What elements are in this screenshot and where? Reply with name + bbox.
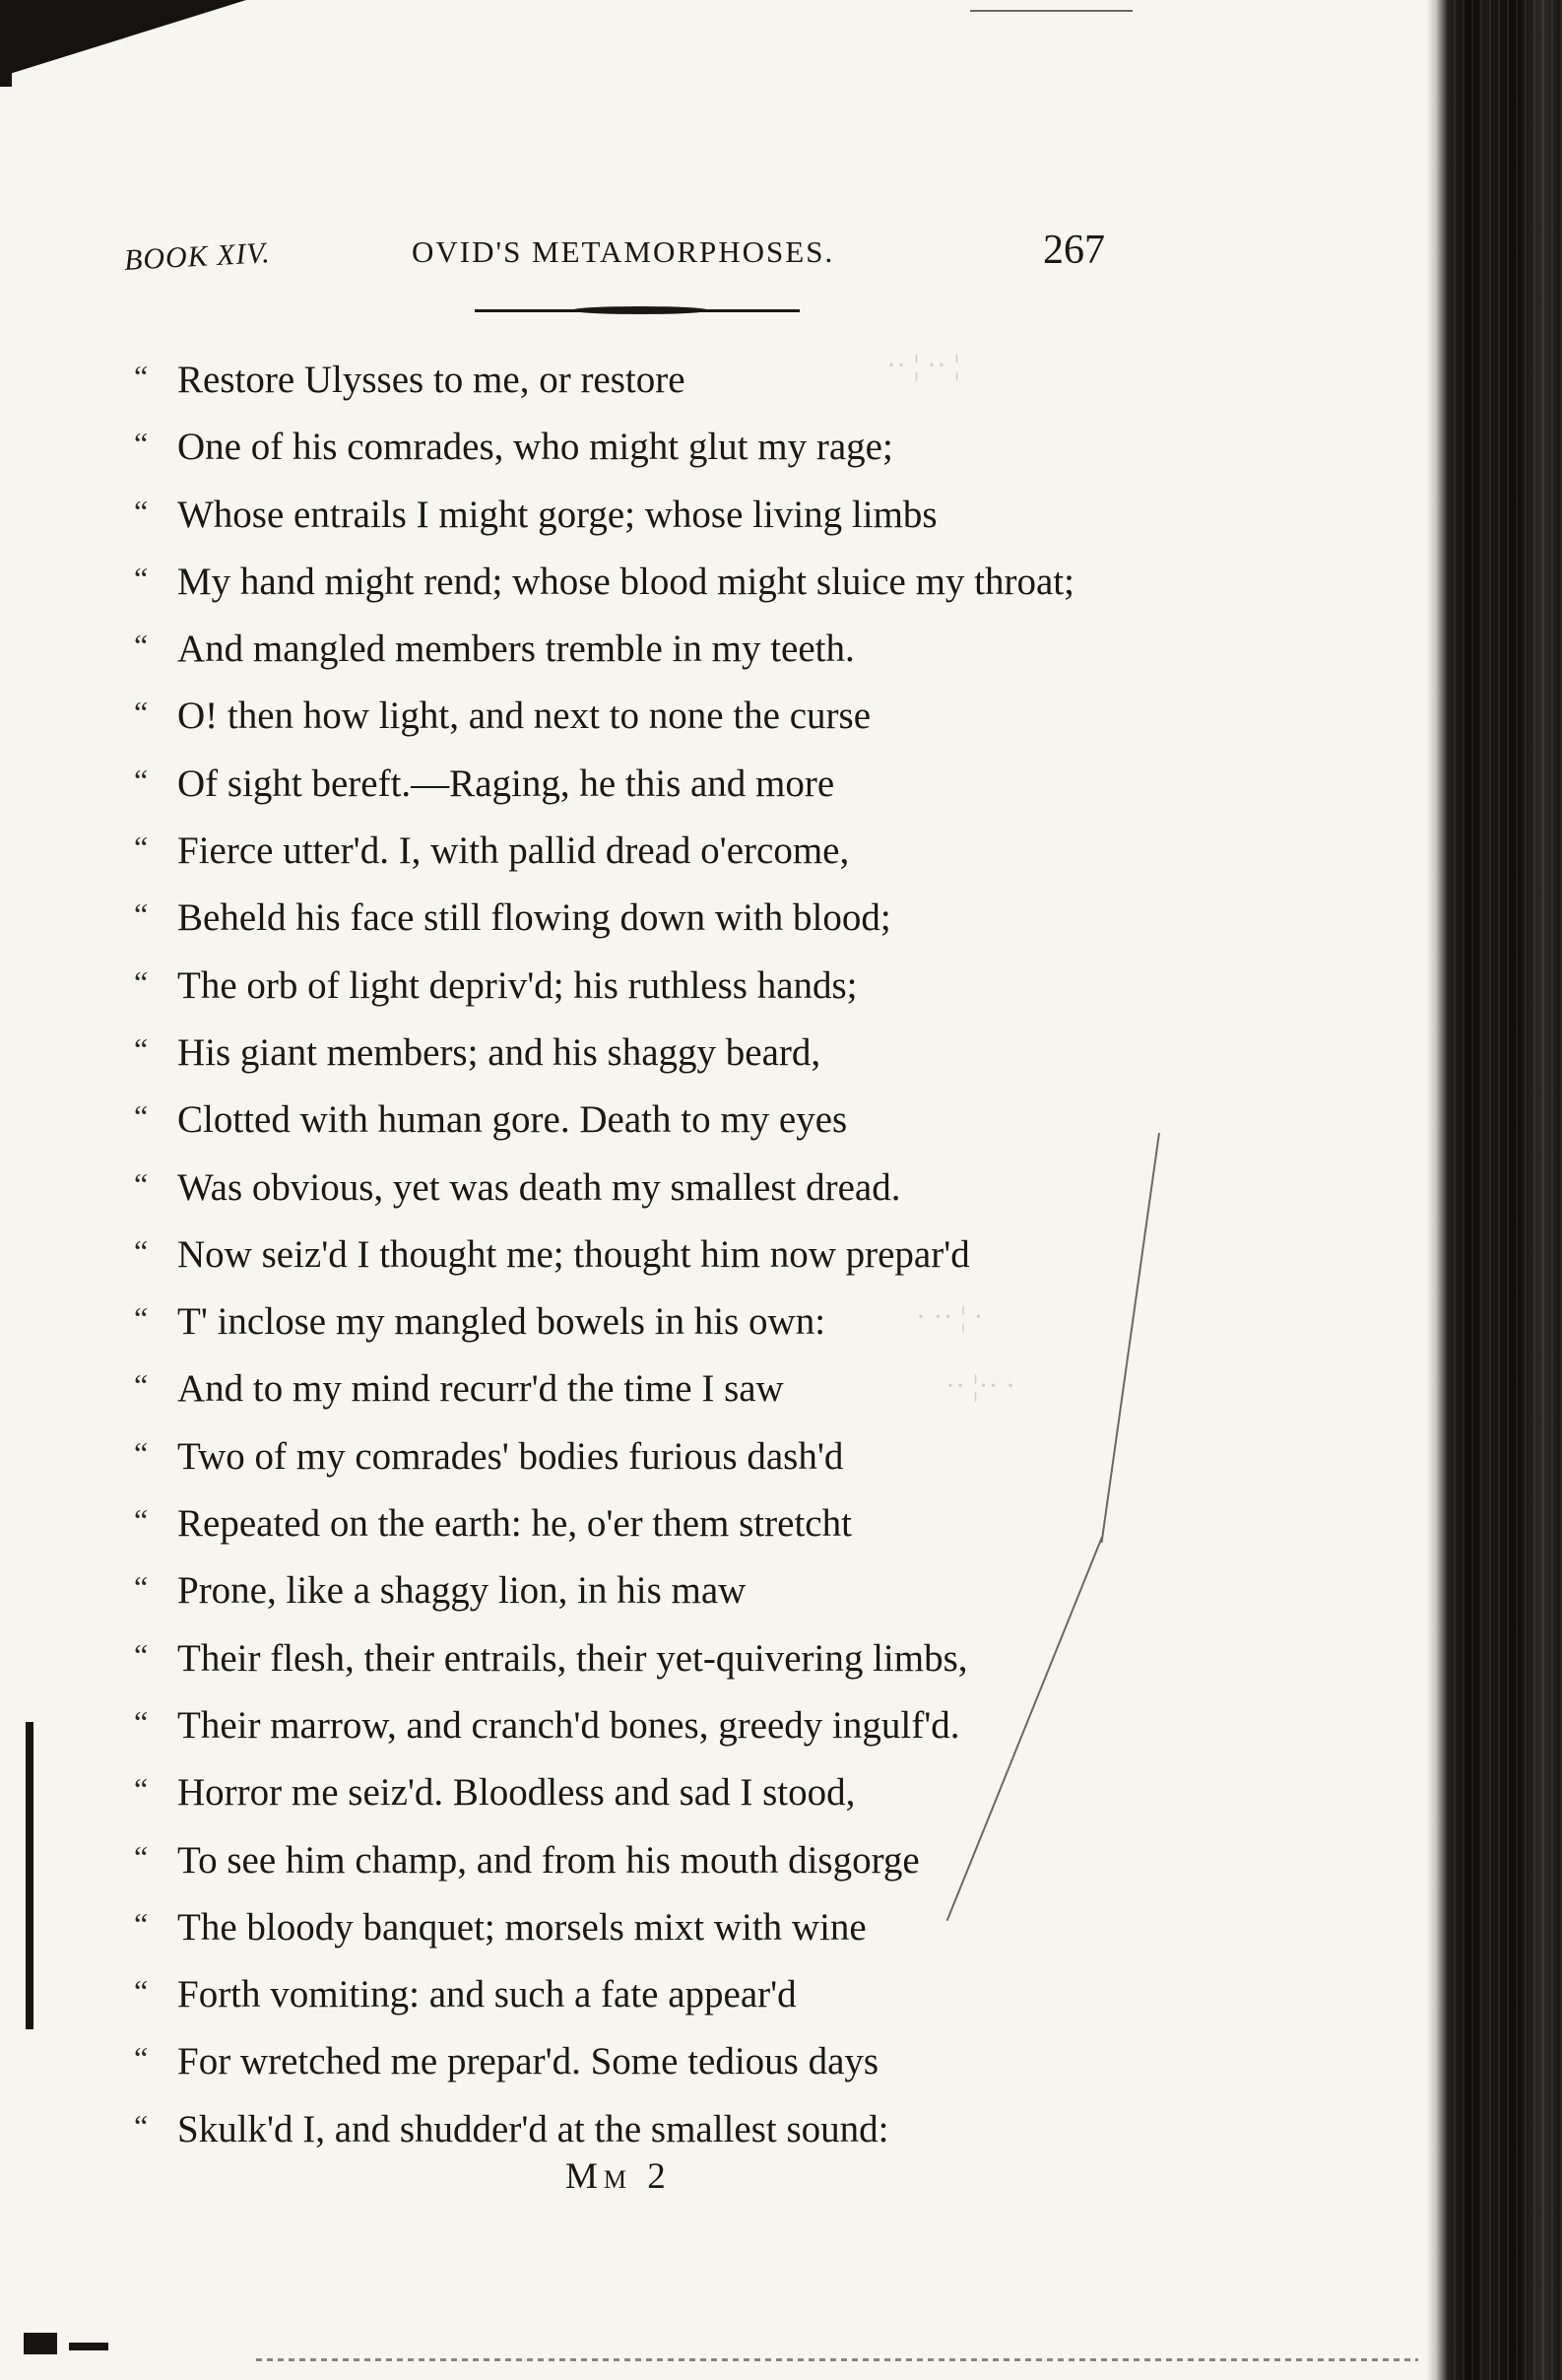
quote-mark: “ <box>134 829 149 866</box>
quote-mark: “ <box>134 1703 149 1740</box>
corner-ink-stem <box>0 0 12 87</box>
verse-line <box>0 1020 1426 1087</box>
verse-text: Their marrow, and cranch'd bones, greedy ingulf'd. <box>177 1703 960 1747</box>
quote-mark: “ <box>134 1098 149 1135</box>
verse-text: To see him champ, and from his mouth disgorge <box>177 1838 920 1882</box>
verse-lines <box>0 347 1426 2163</box>
quote-mark: “ <box>134 426 149 462</box>
quote-mark: “ <box>134 2107 149 2144</box>
verse-line <box>0 1087 1426 1154</box>
quote-mark: “ <box>134 493 149 529</box>
verse-line <box>0 1289 1426 1355</box>
verse-line <box>0 1961 1426 2028</box>
show-through-ink: · ·· ¦ · <box>916 1300 984 1333</box>
verse-line <box>0 1759 1426 1826</box>
quote-mark: “ <box>134 628 149 664</box>
verse-line <box>0 885 1426 952</box>
verse-line <box>0 1692 1426 1759</box>
verse-text: Was obvious, yet was death my smallest dread. <box>177 1165 901 1209</box>
verse-line <box>0 482 1426 549</box>
verse-text: Restore Ulysses to me, or restore <box>177 359 685 401</box>
quote-mark: “ <box>134 761 149 798</box>
page-number: 267 <box>1043 228 1105 273</box>
verse-line <box>0 2028 1426 2095</box>
show-through-ink: ·· ¦·· · <box>945 1369 1015 1402</box>
verse-line <box>0 2096 1426 2163</box>
quote-mark: “ <box>134 1502 149 1539</box>
quote-mark: “ <box>134 1300 149 1337</box>
verse-text: Repeated on the earth: he, o'er them stretcht <box>177 1502 852 1546</box>
quote-mark: “ <box>134 1434 149 1471</box>
quote-mark: “ <box>134 1636 149 1673</box>
verse-line <box>0 683 1426 750</box>
verse-text: Whose entrails I might gorge; whose living limbs <box>177 493 938 536</box>
verse-text: The bloody banquet; morsels mixt with wine <box>177 1905 867 1949</box>
verse-line <box>0 549 1426 616</box>
bottom-edge-line <box>256 2358 1418 2361</box>
verse-text: Now seiz'd I thought me; thought him now prepar'd <box>177 1232 970 1276</box>
quote-mark: “ <box>134 359 149 394</box>
verse-text: Fierce utter'd. I, with pallid dread o'ercome, <box>177 829 850 873</box>
verse-text: Two of my comrades' bodies furious dash'd <box>177 1434 844 1478</box>
quote-mark: “ <box>134 1905 149 1942</box>
verse-line <box>0 1490 1426 1557</box>
verse-line <box>0 953 1426 1020</box>
show-through-ink: ·· ¦ ·· ¦ <box>886 349 960 381</box>
quote-mark: “ <box>134 1367 149 1404</box>
quote-mark: “ <box>134 560 149 596</box>
book-number: BOOK XIV. <box>123 236 272 277</box>
verse-text: Forth vomiting: and such a fate appear'd <box>177 1973 797 2016</box>
quote-mark: “ <box>134 1771 149 1808</box>
quote-mark: “ <box>134 1838 149 1875</box>
verse-line <box>0 818 1426 885</box>
bottom-left-mark <box>24 2333 57 2354</box>
verse-text: Horror me seiz'd. Bloodless and sad I stood, <box>177 1771 856 1815</box>
quote-mark: “ <box>134 896 149 933</box>
verse-text: Beheld his face still flowing down with blood; <box>177 896 891 940</box>
header-rule-ornament <box>571 306 709 314</box>
quote-mark: “ <box>134 2040 149 2077</box>
verse-text: And mangled members tremble in my teeth. <box>177 628 855 671</box>
verse-line <box>0 1625 1426 1692</box>
verse-text: One of his comrades, who might glut my rage; <box>177 426 893 469</box>
verse-line <box>0 1222 1426 1289</box>
verse-text: Their flesh, their entrails, their yet-quivering limbs, <box>177 1636 968 1680</box>
verse-text: Prone, like a shaggy lion, in his maw <box>177 1569 747 1613</box>
verse-line <box>0 1827 1426 1894</box>
running-title: OVID'S METAMORPHOSES. <box>412 234 835 269</box>
verse-line <box>0 1557 1426 1624</box>
verse-line <box>0 751 1426 818</box>
bottom-left-mark-tail <box>69 2343 108 2350</box>
verse-line <box>0 347 1426 414</box>
verse-line <box>0 1423 1426 1490</box>
quote-mark: “ <box>134 1232 149 1269</box>
verse-text: Skulk'd I, and shudder'd at the smallest sound: <box>177 2107 889 2150</box>
quote-mark: “ <box>134 1165 149 1202</box>
verse-text: O! then how light, and next to none the curse <box>177 694 871 738</box>
verse-line <box>0 616 1426 683</box>
running-header <box>0 225 1426 284</box>
quote-mark: “ <box>134 1973 149 2010</box>
verse-line <box>0 1894 1426 1961</box>
quote-mark: “ <box>134 1569 149 1606</box>
verse-line <box>0 414 1426 481</box>
signature-mark: Mm 2 <box>565 2156 672 2197</box>
quote-mark: “ <box>134 1030 149 1067</box>
verse-text: My hand might rend; whose blood might sluice my throat; <box>177 560 1074 603</box>
corner-ink-mark <box>0 0 246 77</box>
quote-mark: “ <box>134 694 149 731</box>
quote-mark: “ <box>134 963 149 1000</box>
book-spine-texture <box>1454 0 1562 2380</box>
top-edge-line <box>970 10 1133 12</box>
verse-text: For wretched me prepar'd. Some tedious days <box>177 2040 879 2083</box>
verse-text: Clotted with human gore. Death to my eyes <box>177 1098 848 1142</box>
verse-text: Of sight bereft.—Raging, he this and more <box>177 761 835 805</box>
verse-text: The orb of light depriv'd; his ruthless hands; <box>177 963 858 1007</box>
verse-text: His giant members; and his shaggy beard, <box>177 1030 821 1074</box>
verse-line <box>0 1355 1426 1422</box>
verse-text: And to my mind recurr'd the time I saw <box>177 1367 784 1411</box>
verse-text: T' inclose my mangled bowels in his own: <box>177 1300 826 1344</box>
verse-line <box>0 1155 1426 1222</box>
